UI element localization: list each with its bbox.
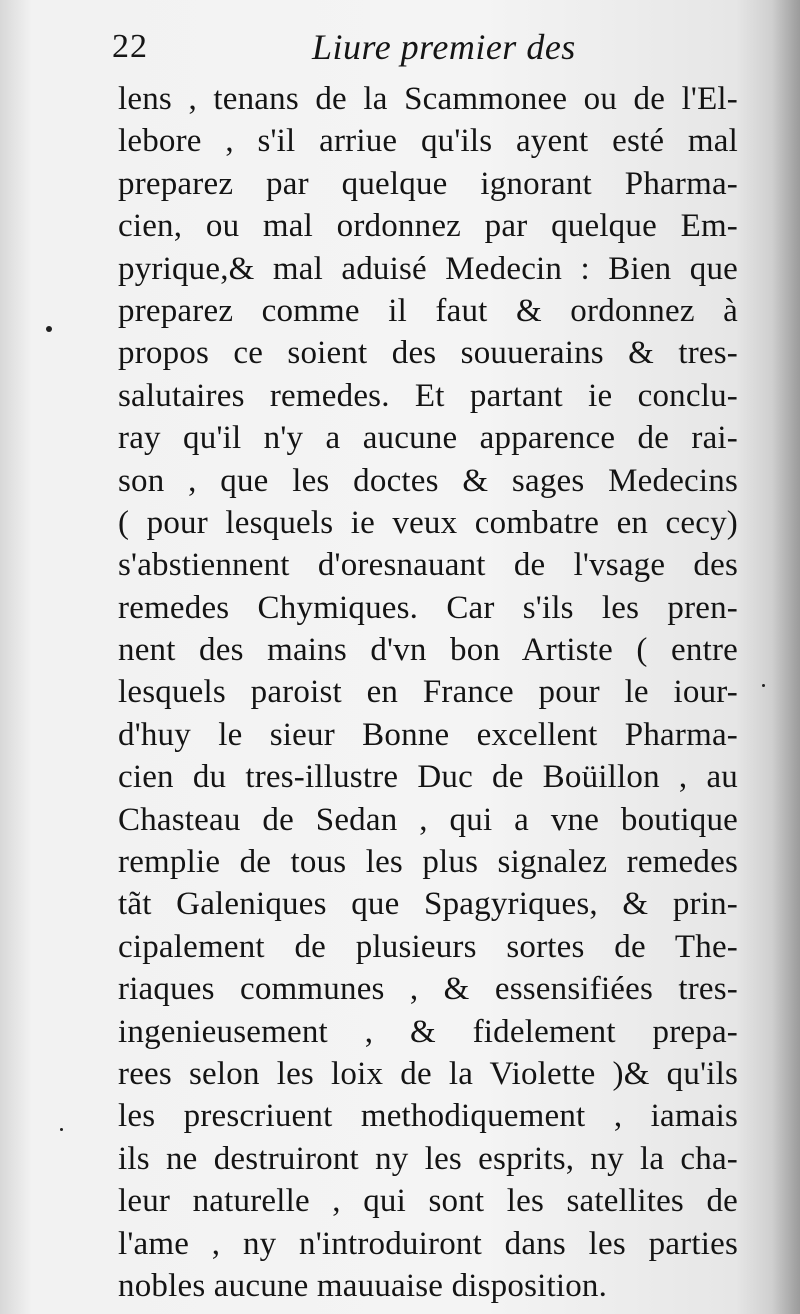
ink-speck [762,684,765,687]
ink-speck [60,1128,63,1131]
text-line: riaques communes , & essensifiées tres- [118,971,738,1008]
text-line: preparez par quelque ignorant Pharma- [118,165,738,202]
text-line: l'ame , ny n'introduiront dans les parties [118,1225,738,1262]
text-line: salutaires remedes. Et partant ie conclu- [118,377,738,414]
body-text [118,78,738,1307]
text-line: cien, ou mal ordonnez par quelque Em- [118,208,738,245]
text-line: lens , tenans de la Scammonee ou de l'El- [118,81,738,117]
text-line: son , que les doctes & sages Medecins [118,462,738,499]
text-line: leur naturelle , qui sont les satellites de [118,1183,738,1220]
text-line: lebore , s'il arriue qu'ils ayent esté mal [118,123,738,160]
text-line: cipalement de plusieurs sortes de The- [118,928,738,965]
text-line: ils ne destruiront ny les esprits, ny la cha- [118,1140,738,1177]
text-line: cien du tres-illustre Duc de Boüillon , au [118,759,738,796]
text-line: remplie de tous les plus signalez remedes [118,844,738,881]
text-line: s'abstiennent d'oresnauant de l'vsage des [118,547,738,584]
text-line: ingenieusement , & fidelement prepa- [118,1013,738,1050]
running-head [112,22,732,72]
text-line: Chasteau de Sedan , qui a vne boutique [118,801,738,838]
running-title: Liure premier des [312,27,576,67]
text-line: ray qu'il n'y a aucune apparence de rai- [118,420,738,457]
text-line: d'huy le sieur Bonne excellent Pharma- [118,716,738,753]
ink-speck [46,326,52,332]
text-line: pyrique,& mal aduisé Medecin : Bien que [118,250,738,287]
text-line: lesquels paroist en France pour le iour- [118,674,738,711]
text-line: propos ce soient des souuerains & tres- [118,335,738,372]
text-line: nent des mains d'vn bon Artiste ( entre [118,632,738,669]
text-line: tãt Galeniques que Spagyriques, & prin- [118,886,738,923]
page-gutter-shadow [772,0,800,1314]
text-line: rees selon les loix de la Violette )& qu'ils [118,1055,738,1092]
text-line: ( pour lesquels ie veux combatre en cecy) [118,504,738,541]
text-line: les prescriuent methodiquement , iamais [118,1098,738,1135]
page-number: 22 [112,28,148,65]
text-line: preparez comme il faut & ordonnez à [118,292,738,329]
text-line: nobles aucune mauuaise disposition. [118,1267,608,1304]
text-line: remedes Chymiques. Car s'ils les pren- [118,589,738,626]
